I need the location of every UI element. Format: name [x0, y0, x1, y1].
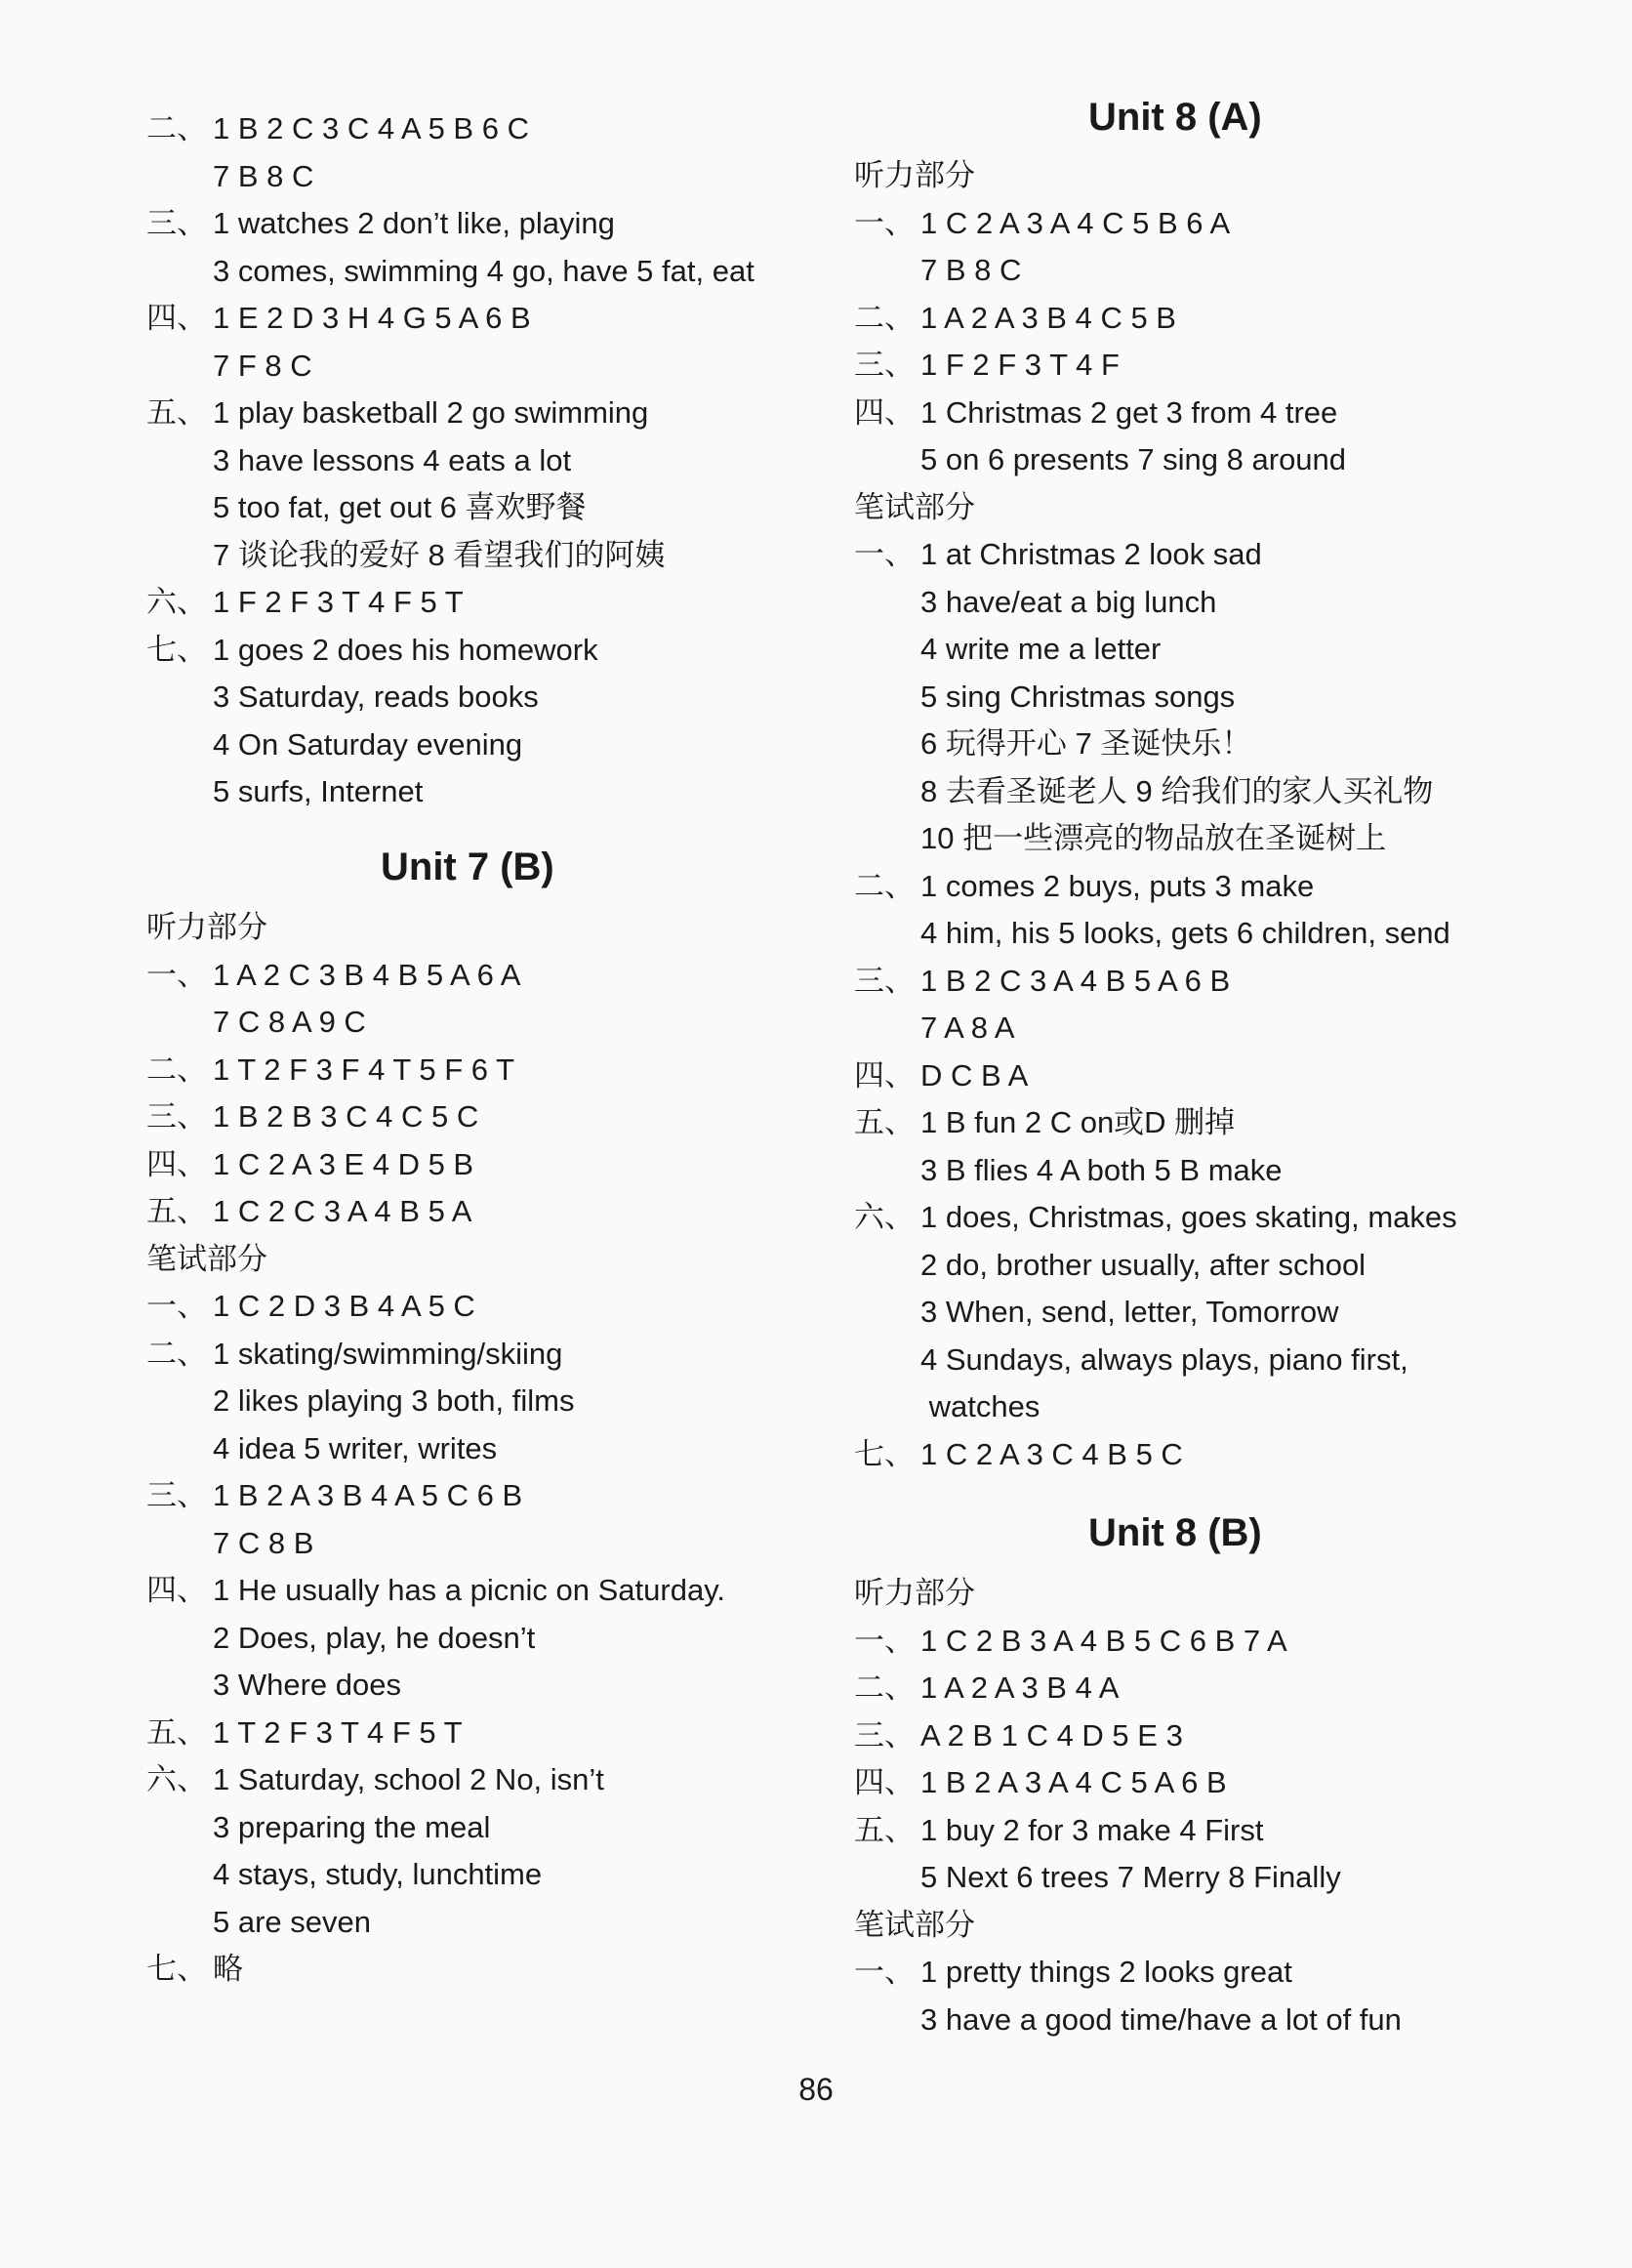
answer-line [854, 1056, 1028, 1095]
question-number: 三、 [854, 1717, 915, 1753]
answer-text: 1 B 2 A 3 B 4 A 5 C 6 B [213, 1478, 523, 1512]
answer-text: 1 A 2 A 3 B 4 C 5 B [920, 300, 1176, 335]
answer-text: 4 him, his 5 looks, gets 6 children, send [920, 916, 1450, 950]
question-number: 四、 [146, 1573, 207, 1607]
answer-text: 4 Sundays, always plays, piano first, [920, 1341, 1408, 1377]
answer-text: 5 surfs, Internet [213, 774, 424, 808]
answer-line [854, 1198, 1457, 1237]
answer-line [854, 1435, 1183, 1474]
question-number: 三、 [146, 1478, 207, 1512]
answer-text: 10 把一些漂亮的物品放在圣诞树上 [920, 821, 1387, 855]
answer-text: 1 B 2 C 3 C 4 A 5 B 6 C [213, 111, 529, 145]
section-label-writing: 笔试部分 [854, 1907, 975, 1942]
question-number: 五、 [854, 1812, 915, 1847]
answer-line [854, 251, 1021, 290]
answer-line [146, 1429, 497, 1468]
question-number: 三、 [854, 963, 915, 998]
answer-line [146, 1524, 313, 1563]
answer-line [146, 631, 598, 670]
question-number: 三、 [146, 1099, 207, 1134]
answer-line [146, 1950, 243, 1989]
answer-line [146, 725, 522, 764]
question-number: 六、 [854, 1200, 915, 1234]
answer-text: 2 do, brother usually, after school [920, 1247, 1367, 1282]
answer-text: 3 have a good time/have a lot of fun [920, 2001, 1402, 2037]
answer-text: 1 watches 2 don’t like, playing [213, 206, 615, 240]
answer-text: 1 C 2 A 3 A 4 C 5 B 6 A [920, 205, 1231, 240]
section-label-listening: 听力部分 [854, 1576, 975, 1610]
answer-text: 1 goes 2 does his homework [213, 632, 598, 667]
answer-line [146, 1145, 473, 1184]
answer-text: 4 stays, study, lunchtime [213, 1857, 543, 1891]
question-number: 五、 [146, 395, 207, 430]
question-number: 四、 [146, 301, 207, 335]
answer-text: 1 E 2 D 3 H 4 G 5 A 6 B [213, 301, 531, 335]
answer-line [854, 772, 1433, 811]
answer-line [146, 1192, 471, 1231]
answer-text: 1 He usually has a picnic on Saturday. [213, 1573, 726, 1607]
answer-line [146, 252, 755, 291]
answer-line [854, 1009, 1015, 1048]
answer-text: 7 B 8 C [213, 158, 314, 193]
answer-line [146, 1476, 522, 1515]
answer-line [854, 1151, 1283, 1190]
answer-line [854, 630, 1161, 669]
question-number: 二、 [146, 1336, 207, 1371]
question-number: 六、 [146, 1762, 207, 1796]
question-number: 四、 [146, 1146, 207, 1181]
answer-text: 1 pretty things 2 looks great [920, 1955, 1292, 1989]
answer-text: 1 B fun 2 C on或D 删掉 [920, 1105, 1236, 1139]
answer-text: 4 write me a letter [920, 632, 1162, 666]
answer-line [146, 1619, 535, 1658]
question-number: 一、 [854, 205, 915, 240]
question-number: 五、 [854, 1105, 915, 1139]
answer-line [854, 1716, 1183, 1755]
answer-text: 7 F 8 C [213, 348, 312, 383]
answer-line [854, 204, 1230, 243]
answer-text: 3 preparing the meal [213, 1809, 491, 1844]
question-number: 一、 [854, 1955, 915, 1989]
answer-line [146, 1903, 371, 1942]
answer-line [146, 441, 571, 480]
answer-text: 1 B 2 A 3 A 4 C 5 A 6 B [920, 1765, 1227, 1799]
answer-line [146, 1760, 604, 1799]
answer-text: watches [920, 1389, 1040, 1423]
question-number: 七、 [146, 632, 207, 667]
answer-text: 1 F 2 F 3 T 4 F 5 T [213, 585, 464, 619]
answer-line [146, 1003, 366, 1042]
answer-line [146, 204, 615, 243]
answer-text: 1 F 2 F 3 T 4 F [920, 348, 1120, 382]
question-number: 四、 [854, 1057, 915, 1093]
answer-text: 3 comes, swimming 4 go, have 5 fat, eat [213, 253, 755, 288]
question-number: 六、 [146, 585, 207, 619]
answer-line [854, 535, 1262, 574]
answer-text: A 2 B 1 C 4 D 5 E 3 [920, 1717, 1183, 1753]
answer-line [146, 1381, 574, 1421]
answer-text: 1 B 2 B 3 C 4 C 5 C [213, 1099, 479, 1134]
answer-text: 1 C 2 B 3 A 4 B 5 C 6 B 7 A [920, 1623, 1287, 1658]
answer-text: 2 Does, play, he doesn’t [213, 1620, 536, 1655]
answer-line [146, 1666, 401, 1705]
answer-line [146, 488, 587, 527]
question-number: 二、 [146, 111, 207, 145]
answer-line [146, 393, 648, 433]
answer-text: 3 When, send, letter, Tomorrow [920, 1295, 1339, 1329]
section-label-writing: 笔试部分 [854, 489, 975, 524]
question-number: 二、 [854, 868, 915, 903]
answer-line [854, 2000, 1402, 2040]
answer-text: 4 On Saturday evening [213, 726, 523, 762]
answer-line [854, 1811, 1263, 1850]
answer-text: 7 B 8 C [920, 253, 1022, 287]
question-number: 五、 [146, 1714, 207, 1750]
answer-text: 1 T 2 F 3 F 4 T 5 F 6 T [213, 1052, 515, 1087]
answer-line [146, 109, 529, 148]
answer-line [854, 819, 1386, 858]
question-number: 一、 [146, 1289, 207, 1323]
answer-line [854, 1669, 1119, 1708]
question-number: 二、 [854, 300, 915, 335]
answer-text: 1 buy 2 for 3 make 4 First [920, 1812, 1264, 1847]
answer-text: 1 A 2 C 3 B 4 B 5 A 6 A [213, 957, 521, 992]
question-number: 二、 [146, 1052, 207, 1087]
answer-text: 1 B 2 C 3 A 4 B 5 A 6 B [920, 963, 1231, 998]
answer-text: 1 C 2 D 3 B 4 A 5 C [213, 1289, 475, 1323]
question-number: 五、 [146, 1194, 207, 1228]
answer-text: 7 C 8 B [213, 1525, 314, 1560]
answer-line [854, 962, 1230, 1001]
answer-text: 5 are seven [213, 1904, 371, 1939]
question-number: 四、 [854, 1765, 915, 1799]
question-number: 四、 [854, 394, 915, 430]
answer-line [854, 1387, 1040, 1426]
question-number: 二、 [854, 1670, 915, 1705]
answer-text: 1 skating/swimming/skiing [213, 1336, 563, 1371]
unit-title: Unit 8 (A) [1088, 96, 1262, 139]
answer-text: 3 have/eat a big lunch [920, 584, 1217, 619]
question-number: 一、 [854, 1623, 915, 1658]
answer-line [854, 724, 1251, 763]
answer-line [146, 678, 539, 717]
answer-text: 1 does, Christmas, goes skating, makes [920, 1200, 1457, 1234]
answer-line [146, 1571, 725, 1610]
answer-line [854, 393, 1337, 433]
answer-text: 3 have lessons 4 eats a lot [213, 442, 572, 477]
answer-text: 1 play basketball 2 go swimming [213, 395, 649, 430]
answer-text: 8 去看圣诞老人 9 给我们的家人买礼物 [920, 773, 1434, 808]
answer-text: 6 玩得开心 7 圣诞快乐！ [920, 726, 1252, 761]
unit-title: Unit 7 (B) [381, 845, 554, 888]
answer-text: 5 sing Christmas songs [920, 679, 1236, 714]
answer-text: 3 Where does [213, 1668, 401, 1702]
answer-line [854, 1340, 1408, 1380]
answer-text: 7 A 8 A [920, 1010, 1015, 1045]
section-label-writing: 笔试部分 [146, 1241, 267, 1276]
section-label-listening: 听力部分 [146, 910, 267, 944]
answer-text: 1 at Christmas 2 look sad [920, 537, 1262, 571]
answer-line [854, 1246, 1366, 1285]
answer-line [854, 1953, 1292, 1992]
unit-title: Unit 8 (B) [1088, 1511, 1262, 1554]
answer-text: 1 T 2 F 3 T 4 F 5 T [213, 1714, 463, 1750]
answer-line [854, 678, 1235, 717]
answer-line [854, 867, 1314, 906]
question-number: 一、 [146, 957, 207, 992]
answer-line [146, 157, 313, 196]
answer-text: 7 C 8 A 9 C [213, 1005, 366, 1039]
answer-text: 5 too fat, get out 6 喜欢野餐 [213, 490, 587, 524]
answer-text: 5 on 6 presents 7 sing 8 around [920, 442, 1347, 476]
question-number: 一、 [854, 537, 915, 571]
answer-line [854, 1293, 1338, 1332]
answer-text: 5 Next 6 trees 7 Merry 8 Finally [920, 1860, 1341, 1894]
page-number: 86 [798, 2072, 834, 2107]
section-label-listening: 听力部分 [854, 158, 975, 192]
answer-text: 1 A 2 A 3 B 4 A [920, 1670, 1120, 1705]
answer-text: D C B A [920, 1057, 1029, 1093]
answer-text: 3 Saturday, reads books [213, 680, 539, 714]
answer-line [146, 347, 312, 386]
answer-line [854, 1858, 1341, 1897]
answer-text: 略 [213, 1952, 243, 1986]
answer-line [854, 1622, 1287, 1661]
answer-line [146, 1855, 542, 1894]
answer-line [854, 440, 1346, 479]
answer-text: 1 C 2 A 3 E 4 D 5 B [213, 1146, 474, 1181]
answer-line [146, 772, 423, 811]
answer-line [146, 1051, 514, 1090]
question-number: 三、 [854, 348, 915, 382]
answer-text: 4 idea 5 writer, writes [213, 1430, 498, 1465]
answer-line [854, 346, 1120, 385]
question-number: 三、 [146, 206, 207, 240]
question-number: 七、 [146, 1952, 207, 1986]
answer-line [146, 583, 464, 622]
answer-line [854, 583, 1216, 622]
answer-line [146, 956, 520, 995]
answer-line [146, 1713, 463, 1753]
answer-line [146, 1335, 562, 1374]
answer-text: 1 Christmas 2 get 3 from 4 tree [920, 394, 1338, 430]
answer-line [146, 1287, 475, 1326]
answer-text: 7 谈论我的爱好 8 看望我们的阿姨 [213, 537, 666, 572]
answer-line [146, 299, 531, 338]
answer-text: 3 B flies 4 A both 5 B make [920, 1152, 1283, 1187]
answer-line [854, 1103, 1235, 1142]
answer-line [854, 914, 1450, 953]
answer-line [146, 1097, 478, 1136]
answer-line [854, 1763, 1227, 1802]
question-number: 七、 [854, 1436, 915, 1471]
answer-text: 1 comes 2 buys, puts 3 make [920, 868, 1315, 903]
answer-text: 1 C 2 C 3 A 4 B 5 A [213, 1194, 472, 1228]
answer-line [854, 299, 1176, 338]
answer-line [146, 1808, 490, 1847]
answer-text: 2 likes playing 3 both, films [213, 1383, 575, 1418]
answer-text: 1 Saturday, school 2 No, isn’t [213, 1762, 604, 1796]
answer-line [146, 536, 665, 575]
answer-text: 1 C 2 A 3 C 4 B 5 C [920, 1436, 1183, 1471]
